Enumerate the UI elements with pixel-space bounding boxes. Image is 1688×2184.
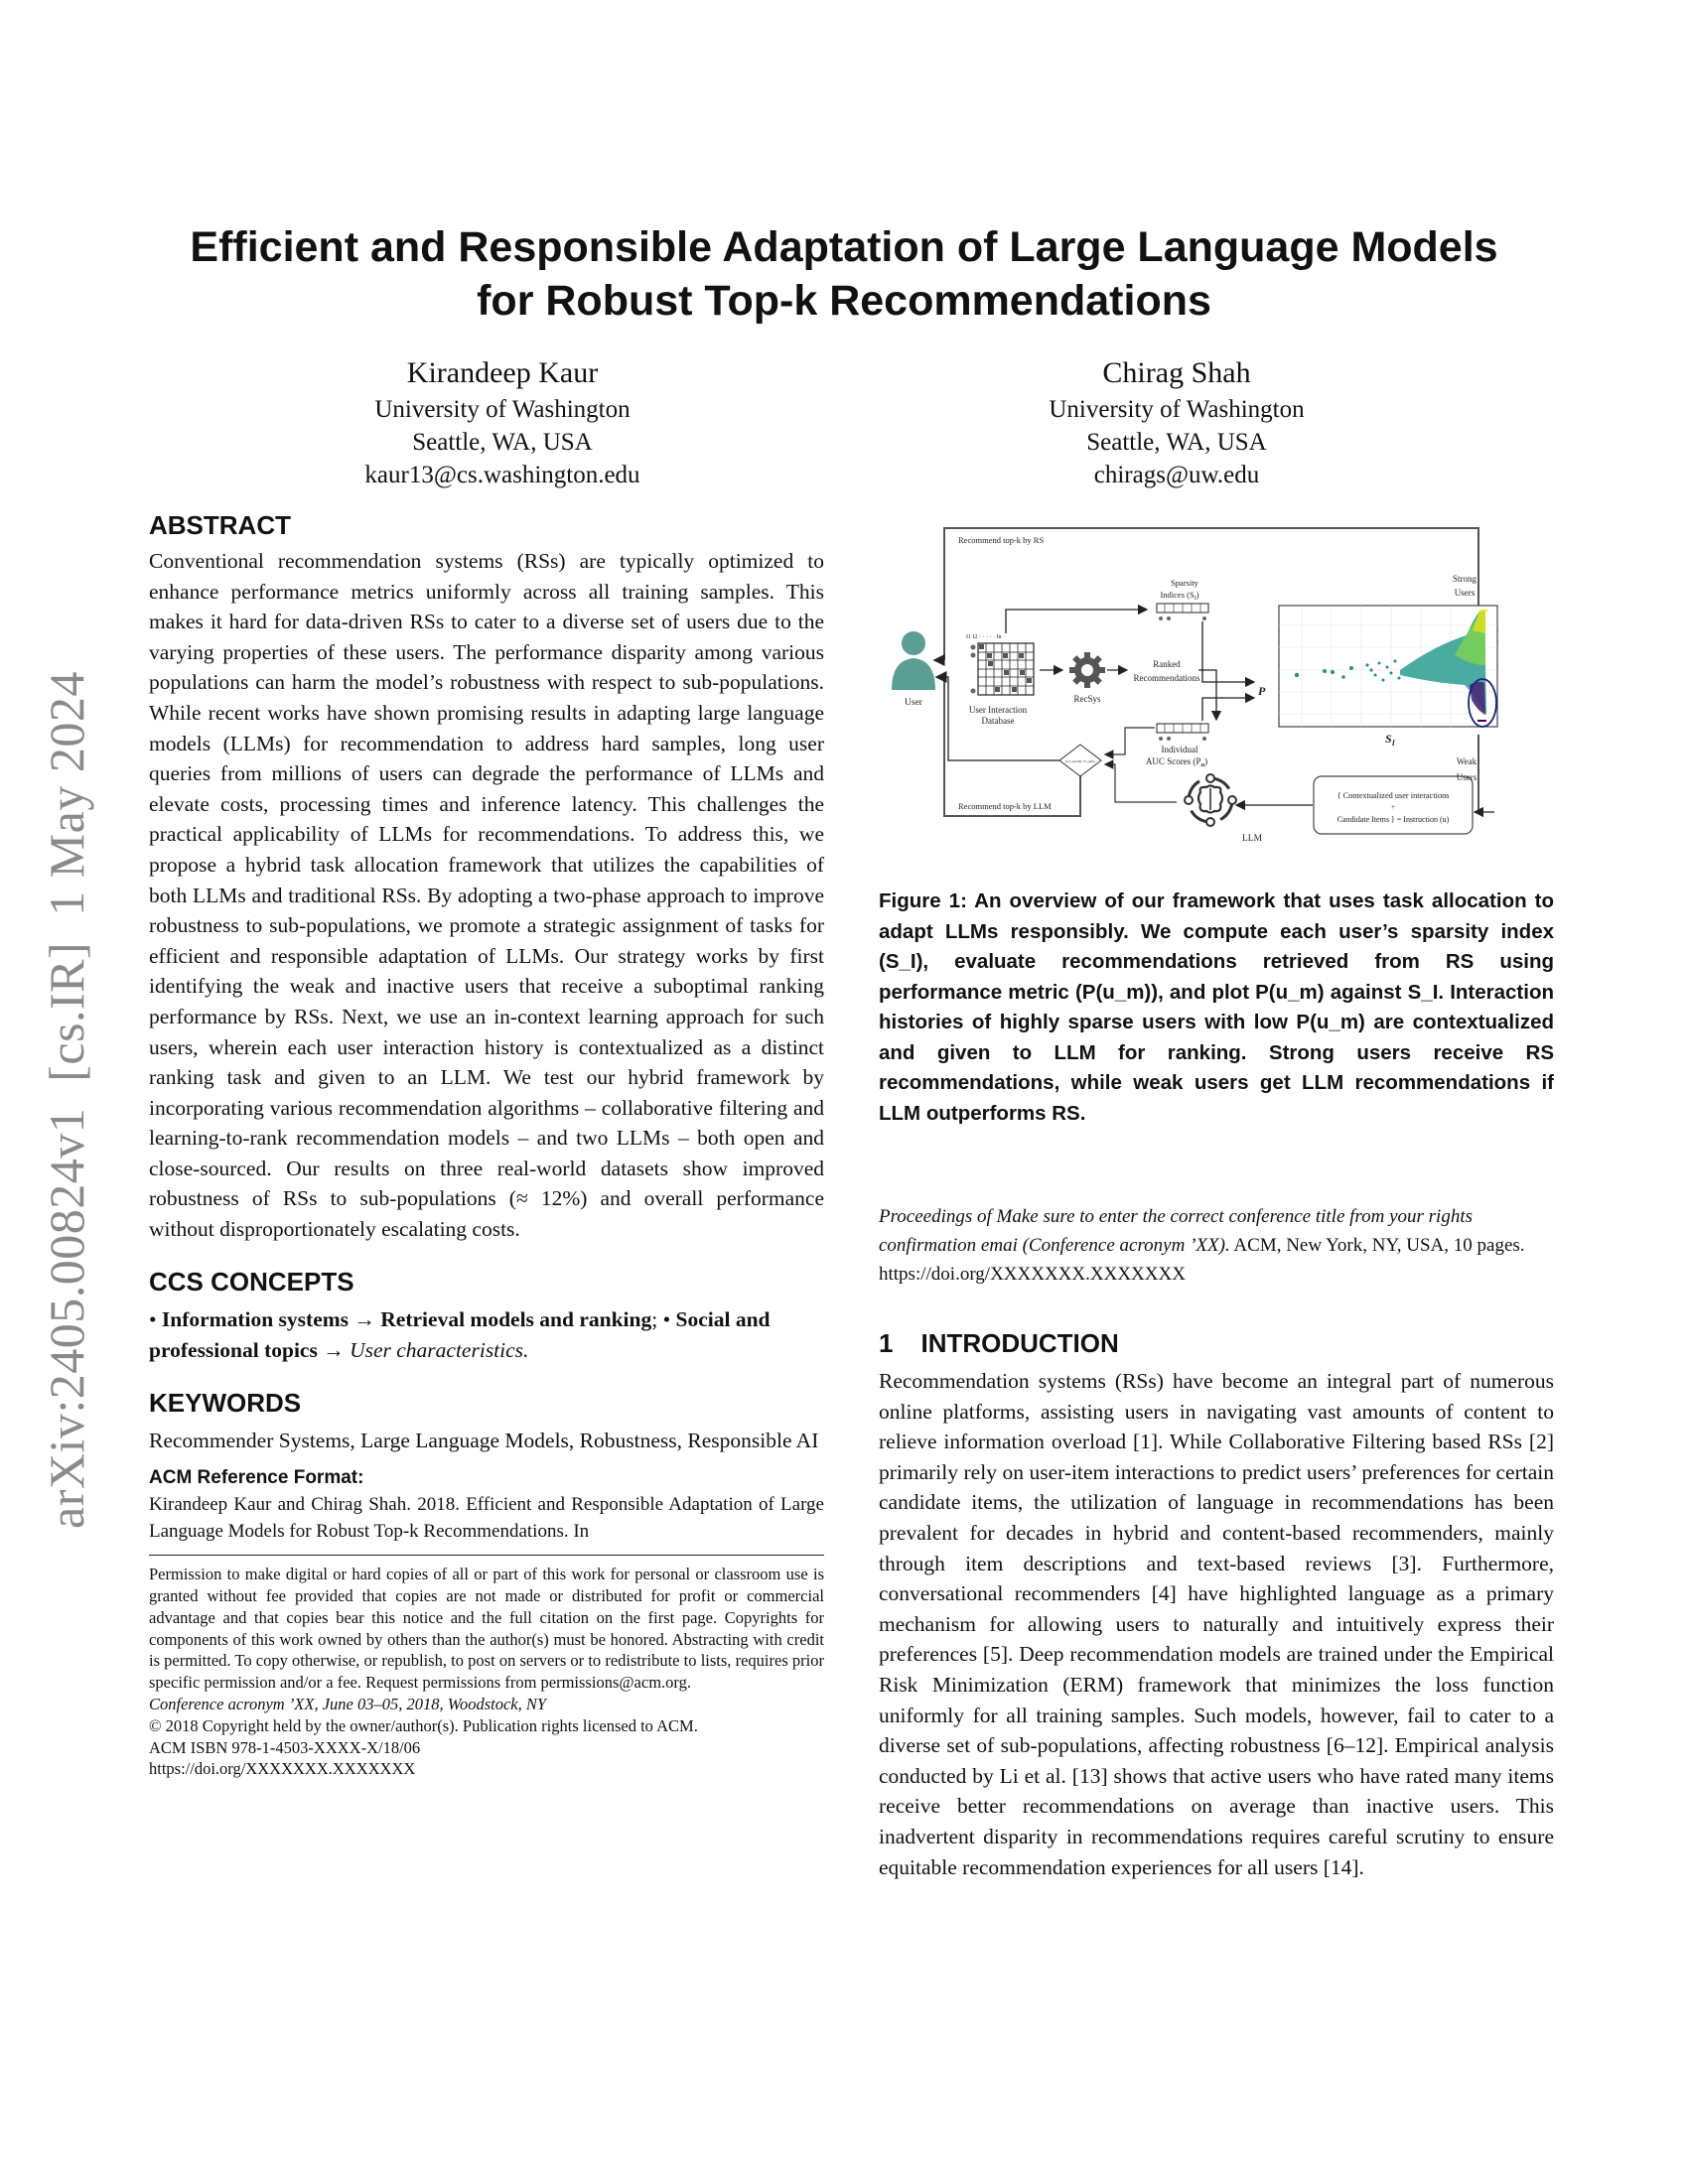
author-affiliation: University of Washington xyxy=(374,396,631,423)
sparsity-vs-performance-scatter xyxy=(1279,606,1497,727)
arxiv-identifier-stamp: arXiv:2405.00824v1 [cs.IR] 1 May 2024 xyxy=(39,671,94,1529)
author-location: Seattle, WA, USA xyxy=(1086,429,1267,456)
keywords-heading: KEYWORDS xyxy=(149,1387,302,1418)
weak-users-label-1: Weak xyxy=(1456,756,1477,766)
svg-text:{ Contextualized user interact: { Contextualized user interactions xyxy=(1336,791,1450,800)
arrow: → xyxy=(317,1337,351,1362)
ccs-heading: CCS CONCEPTS xyxy=(149,1266,354,1297)
database-label-2: Database xyxy=(981,716,1015,726)
proceedings-italic: Proceedings of Make sure to enter the correct conference title from your rights confirmation emai (Conference acronym ’XX). xyxy=(879,1206,1473,1256)
instruction-box xyxy=(1314,776,1473,834)
author-email[interactable]: kaur13@cs.washington.edu xyxy=(364,462,640,488)
right-column xyxy=(879,887,1554,1882)
p-axis-label: P xyxy=(1258,684,1266,698)
svg-text:If P_u(LLM) > P_u(RS): If P_u(LLM) > P_u(RS) xyxy=(1065,759,1095,763)
author-name: Kirandeep Kaur xyxy=(406,356,599,389)
ccs-concepts-section xyxy=(149,1265,824,1366)
database-label-1: User Interaction xyxy=(968,705,1028,715)
arrow: → xyxy=(349,1306,381,1331)
author-affiliation: University of Washington xyxy=(1049,396,1305,423)
permission-footnote xyxy=(149,1564,824,1780)
llm-label: LLM xyxy=(1242,834,1263,844)
abstract-section xyxy=(149,508,824,1245)
user-interaction-matrix xyxy=(966,634,1034,695)
title-line-2: for Robust Top-k Recommendations xyxy=(477,277,1211,325)
doi-link[interactable]: https://doi.org/XXXXXXX.XXXXXXX xyxy=(149,1759,416,1779)
ccs-concept-2: Social and professional topics xyxy=(149,1306,771,1362)
strong-users-label-1: Strong xyxy=(1452,574,1477,584)
weak-users-label-2: Users xyxy=(1456,772,1477,782)
author-block-2 xyxy=(968,353,1385,491)
ranked-label-1: Ranked xyxy=(1153,659,1181,669)
abstract-heading: ABSTRACT xyxy=(149,510,291,540)
keywords-text: Recommender Systems, Large Language Models, Robustness, Responsible AI xyxy=(149,1428,819,1452)
title-line-1: Efficient and Responsible Adaptation of Large Language Models xyxy=(190,223,1498,271)
llm-loop-label: Recommend top-k by LLM xyxy=(958,801,1052,811)
acm-reference-text: Kirandeep Kaur and Chirag Shah. 2018. Efficient and Responsible Adaptation of Large Language Models for Robust Top-k Recommendations. In xyxy=(149,1494,824,1543)
si-axis-label: $S_I$ xyxy=(1385,732,1395,748)
left-column xyxy=(149,508,824,1780)
proceedings-line xyxy=(879,1202,1554,1289)
separator: ; • xyxy=(651,1306,676,1331)
keywords-section xyxy=(149,1386,824,1456)
llm-brain-icon xyxy=(1185,774,1236,826)
permission-text: Permission to make digital or hard copies of all or part of this work for personal or classroom use is granted without fee provided that copies are not made or distributed for profit or commercial advantage and that copies bear this notice and the full citation on the first page. Copyrights for components of this work owned by others than the author(s) must be honored. Abstracting with credit is permitted. To copy otherwise, or republish, to post on servers or to redistribute to lists, requires prior specific permission and/or a fee. Request permissions from permissions@acm.org. xyxy=(149,1565,824,1693)
introduction-section xyxy=(879,1326,1554,1882)
ccs-concept-1-sub: Retrieval models and ranking xyxy=(380,1306,652,1331)
author-block-1 xyxy=(294,353,711,491)
recsys-gear-icon xyxy=(1069,652,1105,688)
footnote-divider xyxy=(149,1555,824,1556)
conference-line: Conference acronym ’XX, June 03–05, 2018, Woodstock, NY xyxy=(149,1695,547,1714)
auc-score-vector xyxy=(1157,724,1208,741)
copyright-line: © 2018 Copyright held by the owner/author(s). Publication rights licensed to ACM. xyxy=(149,1715,698,1735)
svg-text:+: + xyxy=(1391,803,1395,811)
abstract-text: Conventional recommendation systems (RSs) are typically optimized to enhance performance metrics uniformly across all training samples. This makes it hard for data-driven RSs to cater to a diverse set of users due to the varying properties of these users. The performance disparity among various populations can harm the model’s robustness with respect to sub-populations. While recent works have shown promising results in adapting large language models (LLMs) for recommendation to address hard samples, long user queries from millions of users can degrade the performance of LLMs and elevate costs, processing times and inference latency. This challenges the practical applicability of LLMs for recommendations. To address this, we propose a hybrid task allocation framework that utilizes the capabilities of both LLMs and traditional RSs. By adopting a two-phase approach to improve robustness to sub-populations, we promote a strategic assignment of tasks for efficient and responsible adaptation of LLMs. Our strategy works by first identifying the weak and inactive users that receive a suboptimal ranking performance by RSs. Next, we use an in-context learning approach for such users, wherein each user interaction history is contextualized as a distinct ranking task and given to an LLM. We test our hybrid framework by incorporating various recommendation algorithms – collaborative filtering and learning-to-rank recommendation models – and two LLMs – both open and close-sourced. Our results on three real-world datasets show improved robustness of RSs to sub-populations (≈ 12%) and overall performance without disproportionately escalating costs. xyxy=(149,549,824,1242)
bullet: • xyxy=(149,1306,162,1331)
introduction-text: Recommendation systems (RSs) have become an integral part of numerous online platforms, assisting users in navigating vast amounts of content to relieve information overload [1]. While Collaborative Filtering based RSs [2] primarily rely on user-item interactions to predict users’ preferences for certain candidate items, the utilization of language in recommendations has been prevalent for decades in hybrid and content-based recommenders, mainly through item descriptions and text-based reviews [3]. Furthermore, conversational recommenders [4] have highlighted language as a primary mechanism for allowing users to naturally and intuitively express their preferences [5]. Deep recommendation models are trained under the Empirical Risk Minimization (ERM) framework that minimizes the loss function uniformly for all training samples. Such models, however, fail to cater to a diverse set of sub-populations, affecting robustness [6–12]. Empirical analysis conducted by Li et al. [13] shows that active users who have rated many items receive better recommendations on average than inactive users. This inadvertent disparity in recommendations requires careful scrutiny to ensure equitable recommendation experiences for all users [14]. xyxy=(879,1369,1554,1879)
author-email[interactable]: chirags@uw.edu xyxy=(1093,462,1260,488)
acm-reference-section xyxy=(149,1465,824,1545)
ccs-text xyxy=(149,1304,824,1366)
auc-label-1: Individual xyxy=(1161,745,1198,754)
svg-text:Candidate Items } = Instructio: Candidate Items } = Instruction (u) xyxy=(1336,815,1450,824)
author-name: Chirag Shah xyxy=(1102,356,1251,389)
decision-diamond xyxy=(1059,745,1101,776)
ccs-concept-1: Information systems xyxy=(161,1306,350,1331)
isbn-line: ACM ISBN 978-1-4503-XXXX-X/18/06 xyxy=(149,1737,421,1757)
user-icon xyxy=(892,631,935,690)
rs-loop-label: Recommend top-k by RS xyxy=(958,535,1045,545)
sparsity-label-2: Indices $(S_I)$ xyxy=(1160,590,1199,602)
ccs-concept-2-sub: User characteristics. xyxy=(350,1337,529,1362)
recsys-label: RecSys xyxy=(1073,694,1101,704)
user-label: User xyxy=(905,698,922,708)
figure-caption: Figure 1: An overview of our framework that uses task allocation to adapt LLMs responsibly. We compute each user’s sparsity index (S_I), evaluate recommendations retrieved from RS using performance metric (P(u_m)), and plot P(u_m) against S_I. Interaction histories of highly sparse users with low P(u_m) are contextualized and given to LLM for ranking. Strong users receive RS recommendations, while weak users get LLM recommendations if LLM outperforms RS. xyxy=(879,889,1554,1125)
ranked-label-2: Recommendations xyxy=(1133,673,1200,683)
figure-1-framework-diagram xyxy=(879,516,1534,854)
proceedings-roman: ACM, New York, NY, USA, 10 pages. https://doi.org/XXXXXXX.XXXXXXX xyxy=(879,1235,1525,1285)
auc-label-2: AUC Scores $(P_u)$ xyxy=(1145,756,1208,768)
strong-users-label-2: Users xyxy=(1454,588,1476,598)
sparsity-vector xyxy=(1157,604,1208,620)
introduction-heading: 1 INTRODUCTION xyxy=(879,1328,1119,1358)
acm-reference-heading: ACM Reference Format: xyxy=(149,1467,364,1489)
sparsity-label-1: Sparsity xyxy=(1171,578,1198,588)
paper-title xyxy=(129,220,1559,328)
author-location: Seattle, WA, USA xyxy=(412,429,593,456)
svg-text:I1 I2 · · · · · In: I1 I2 · · · · · In xyxy=(966,634,1002,640)
